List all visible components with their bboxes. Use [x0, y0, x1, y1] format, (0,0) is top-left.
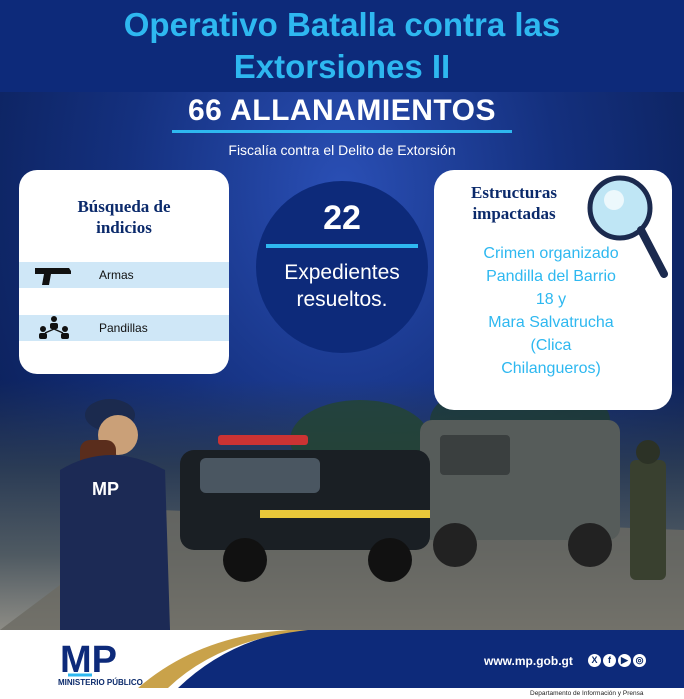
right-card: [434, 170, 672, 410]
scene-illustration: [0, 380, 684, 630]
stat-label: [256, 259, 428, 313]
left-card-heading: [19, 196, 229, 238]
instagram-icon[interactable]: ◎: [633, 654, 646, 667]
stat-divider: [266, 244, 418, 248]
facebook-icon[interactable]: f: [603, 654, 616, 667]
pistol-icon: [33, 265, 73, 287]
title-line-2: Extorsiones II: [233, 48, 451, 85]
stat-label-line-2: resueltos.: [296, 288, 388, 311]
structure-line: Mara Salvatrucha: [488, 314, 614, 331]
stat-badge: [256, 181, 428, 353]
youtube-icon[interactable]: ▶: [618, 654, 631, 667]
right-card-heading: [434, 182, 594, 224]
list-item-pandillas: [19, 315, 229, 341]
list-item-label: Pandillas: [99, 321, 148, 335]
logo-caption: MINISTERIO PÚBLICO: [58, 678, 143, 687]
right-card-heading-line-1: Estructuras: [471, 183, 557, 202]
list-item-armas: [19, 262, 229, 288]
group-icon: [37, 315, 71, 341]
structure-line: (Clica: [530, 337, 572, 354]
structure-line: 18 y: [535, 291, 567, 308]
subtitle: Fiscalía contra el Delito de Extorsión: [228, 142, 456, 158]
right-card-heading-line-2: impactadas: [472, 204, 556, 223]
left-card-heading-line-2: indicios: [96, 218, 152, 237]
mp-logo-mark: [58, 638, 138, 678]
footer: [0, 630, 684, 699]
headline: 66 ALLANAMIENTOS: [187, 94, 497, 127]
left-card-heading-line-1: Búsqueda de: [77, 197, 171, 216]
list-item-label: Armas: [99, 268, 134, 282]
scene-photo: [0, 380, 684, 630]
structure-line: Crimen organizado: [483, 245, 619, 262]
svg-text:MP: MP: [60, 639, 117, 678]
stat-number: 22: [323, 199, 361, 237]
headline-underline: [172, 130, 512, 133]
department-credit: Departamento de Información y Prensa: [530, 690, 644, 697]
svg-text:MP: MP: [92, 479, 119, 499]
website-link[interactable]: www.mp.gob.gt: [484, 654, 573, 668]
structure-line: Pandilla del Barrio: [486, 268, 616, 285]
title-line-1: Operativo Batalla contra las: [123, 6, 561, 43]
page-title: [0, 4, 684, 88]
stat-label-line-1: Expedientes: [284, 261, 400, 284]
list-item-empty: [19, 288, 229, 314]
x-icon[interactable]: X: [588, 654, 601, 667]
mp-logo: [58, 638, 138, 678]
right-card-body: [448, 242, 654, 380]
structure-line: Chilangueros): [501, 360, 601, 377]
